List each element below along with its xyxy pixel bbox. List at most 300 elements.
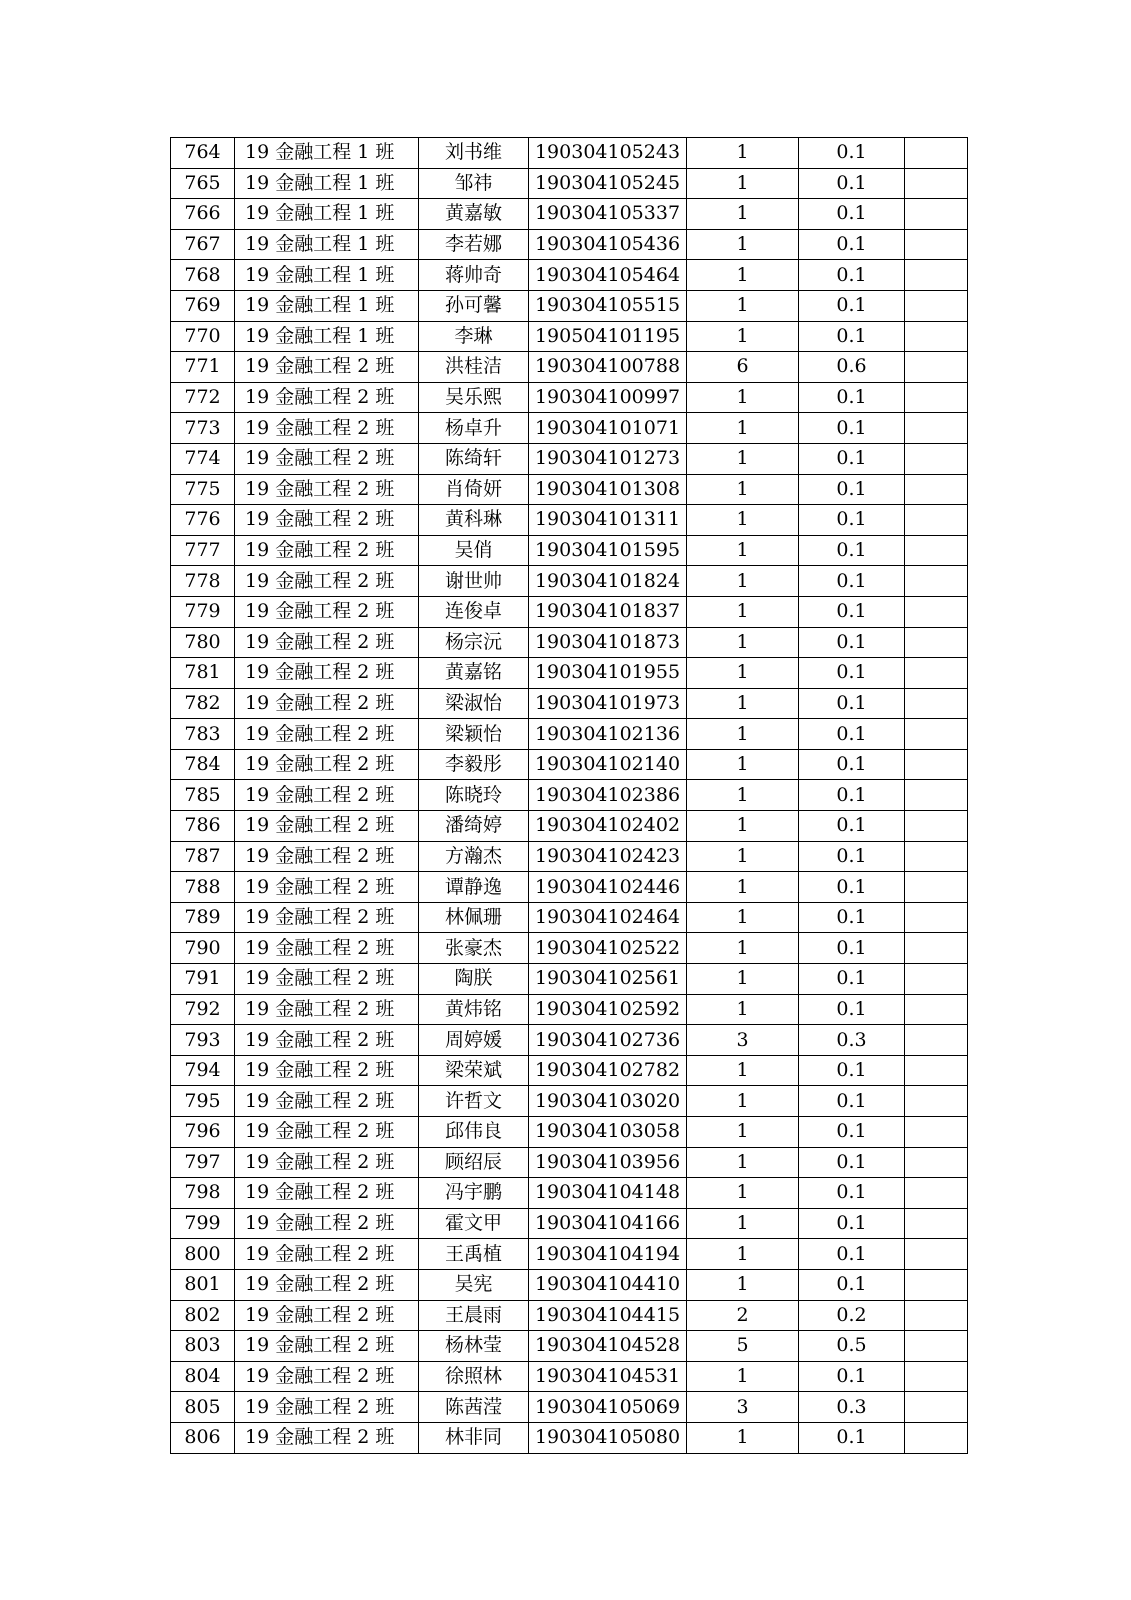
row-number-cell: 791 (171, 964, 235, 995)
student-name-cell: 黄炜铭 (419, 994, 529, 1025)
student-id-cell: 190304104415 (529, 1300, 687, 1331)
table-row (171, 1269, 968, 1300)
count-cell: 1 (687, 658, 799, 689)
table-row (171, 811, 968, 842)
student-name-cell: 连俊卓 (419, 596, 529, 627)
row-number-cell: 771 (171, 352, 235, 383)
note-cell (905, 749, 968, 780)
student-name-cell: 陶朕 (419, 964, 529, 995)
row-number-cell: 772 (171, 382, 235, 413)
class-name-cell: 19 金融工程 1 班 (235, 229, 419, 260)
student-id-cell: 190304101824 (529, 566, 687, 597)
score-cell: 0.1 (799, 994, 905, 1025)
student-name-cell: 王禹植 (419, 1239, 529, 1270)
table-row (171, 1392, 968, 1423)
class-name-cell: 19 金融工程 1 班 (235, 199, 419, 230)
score-cell: 0.5 (799, 1331, 905, 1362)
score-cell: 0.1 (799, 1239, 905, 1270)
count-cell: 1 (687, 627, 799, 658)
score-cell: 0.1 (799, 290, 905, 321)
class-name-cell: 19 金融工程 2 班 (235, 1392, 419, 1423)
row-number-cell: 764 (171, 138, 235, 169)
note-cell (905, 443, 968, 474)
note-cell (905, 1025, 968, 1056)
note-cell (905, 382, 968, 413)
table-row (171, 1361, 968, 1392)
table-row (171, 1331, 968, 1362)
row-number-cell: 801 (171, 1269, 235, 1300)
class-name-cell: 19 金融工程 2 班 (235, 443, 419, 474)
note-cell (905, 290, 968, 321)
class-name-cell: 19 金融工程 2 班 (235, 1422, 419, 1453)
student-name-cell: 方瀚杰 (419, 841, 529, 872)
count-cell: 1 (687, 1086, 799, 1117)
student-id-cell: 190304103956 (529, 1147, 687, 1178)
student-score-table (170, 137, 968, 1454)
table-row (171, 505, 968, 536)
student-id-cell: 190304100997 (529, 382, 687, 413)
score-cell: 0.1 (799, 658, 905, 689)
score-cell: 0.1 (799, 229, 905, 260)
score-cell: 0.1 (799, 1422, 905, 1453)
score-cell: 0.1 (799, 811, 905, 842)
count-cell: 1 (687, 811, 799, 842)
student-id-cell: 190304102782 (529, 1055, 687, 1086)
note-cell (905, 352, 968, 383)
class-name-cell: 19 金融工程 2 班 (235, 1208, 419, 1239)
note-cell (905, 474, 968, 505)
student-id-cell: 190304103020 (529, 1086, 687, 1117)
table-row (171, 719, 968, 750)
score-cell: 0.1 (799, 780, 905, 811)
student-name-cell: 邱伟良 (419, 1117, 529, 1148)
note-cell (905, 658, 968, 689)
note-cell (905, 199, 968, 230)
table-row (171, 933, 968, 964)
table-row (171, 138, 968, 169)
student-name-cell: 霍文甲 (419, 1208, 529, 1239)
student-id-cell: 190304101955 (529, 658, 687, 689)
class-name-cell: 19 金融工程 2 班 (235, 505, 419, 536)
class-name-cell: 19 金融工程 2 班 (235, 627, 419, 658)
class-name-cell: 19 金融工程 2 班 (235, 811, 419, 842)
count-cell: 1 (687, 566, 799, 597)
score-cell: 0.1 (799, 1208, 905, 1239)
row-number-cell: 776 (171, 505, 235, 536)
note-cell (905, 1208, 968, 1239)
class-name-cell: 19 金融工程 2 班 (235, 1300, 419, 1331)
class-name-cell: 19 金融工程 1 班 (235, 138, 419, 169)
score-cell: 0.3 (799, 1392, 905, 1423)
table-row (171, 566, 968, 597)
table-row (171, 964, 968, 995)
row-number-cell: 783 (171, 719, 235, 750)
student-name-cell: 潘绮婷 (419, 811, 529, 842)
table-row (171, 535, 968, 566)
class-name-cell: 19 金融工程 2 班 (235, 872, 419, 903)
student-name-cell: 吴俏 (419, 535, 529, 566)
row-number-cell: 798 (171, 1178, 235, 1209)
class-name-cell: 19 金融工程 2 班 (235, 1025, 419, 1056)
row-number-cell: 782 (171, 688, 235, 719)
row-number-cell: 796 (171, 1117, 235, 1148)
count-cell: 1 (687, 994, 799, 1025)
note-cell (905, 1055, 968, 1086)
student-name-cell: 李毅彤 (419, 749, 529, 780)
class-name-cell: 19 金融工程 1 班 (235, 168, 419, 199)
student-id-cell: 190304102140 (529, 749, 687, 780)
table-row (171, 872, 968, 903)
row-number-cell: 774 (171, 443, 235, 474)
note-cell (905, 1392, 968, 1423)
note-cell (905, 168, 968, 199)
count-cell: 1 (687, 719, 799, 750)
score-cell: 0.1 (799, 260, 905, 291)
table-row (171, 199, 968, 230)
class-name-cell: 19 金融工程 2 班 (235, 902, 419, 933)
table-row (171, 290, 968, 321)
table-row (171, 382, 968, 413)
class-name-cell: 19 金融工程 2 班 (235, 596, 419, 627)
row-number-cell: 790 (171, 933, 235, 964)
count-cell: 1 (687, 199, 799, 230)
count-cell: 1 (687, 1055, 799, 1086)
note-cell (905, 994, 968, 1025)
student-id-cell: 190304105464 (529, 260, 687, 291)
count-cell: 1 (687, 474, 799, 505)
score-cell: 0.1 (799, 474, 905, 505)
note-cell (905, 1269, 968, 1300)
count-cell: 1 (687, 1208, 799, 1239)
row-number-cell: 795 (171, 1086, 235, 1117)
table-row (171, 260, 968, 291)
class-name-cell: 19 金融工程 1 班 (235, 260, 419, 291)
student-name-cell: 吴乐熙 (419, 382, 529, 413)
table-row (171, 1239, 968, 1270)
table-row (171, 229, 968, 260)
note-cell (905, 627, 968, 658)
score-cell: 0.1 (799, 168, 905, 199)
count-cell: 2 (687, 1300, 799, 1331)
student-id-cell: 190304102446 (529, 872, 687, 903)
count-cell: 1 (687, 260, 799, 291)
student-id-cell: 190304105069 (529, 1392, 687, 1423)
student-name-cell: 陈绮轩 (419, 443, 529, 474)
score-cell: 0.1 (799, 841, 905, 872)
score-cell: 0.3 (799, 1025, 905, 1056)
student-name-cell: 周婷媛 (419, 1025, 529, 1056)
note-cell (905, 138, 968, 169)
count-cell: 1 (687, 1269, 799, 1300)
student-id-cell: 190304102402 (529, 811, 687, 842)
table-row (171, 1086, 968, 1117)
row-number-cell: 789 (171, 902, 235, 933)
table-row (171, 321, 968, 352)
class-name-cell: 19 金融工程 2 班 (235, 413, 419, 444)
row-number-cell: 805 (171, 1392, 235, 1423)
row-number-cell: 779 (171, 596, 235, 627)
row-number-cell: 785 (171, 780, 235, 811)
student-id-cell: 190304104148 (529, 1178, 687, 1209)
class-name-cell: 19 金融工程 2 班 (235, 719, 419, 750)
student-id-cell: 190304102592 (529, 994, 687, 1025)
note-cell (905, 902, 968, 933)
score-cell: 0.1 (799, 566, 905, 597)
score-cell: 0.1 (799, 872, 905, 903)
score-cell: 0.1 (799, 688, 905, 719)
student-name-cell: 梁荣斌 (419, 1055, 529, 1086)
count-cell: 1 (687, 902, 799, 933)
student-id-cell: 190304101308 (529, 474, 687, 505)
row-number-cell: 775 (171, 474, 235, 505)
student-id-cell: 190304101973 (529, 688, 687, 719)
class-name-cell: 19 金融工程 2 班 (235, 474, 419, 505)
student-id-cell: 190304105245 (529, 168, 687, 199)
count-cell: 1 (687, 1422, 799, 1453)
table-row (171, 352, 968, 383)
row-number-cell: 767 (171, 229, 235, 260)
count-cell: 1 (687, 1239, 799, 1270)
student-id-cell: 190304101071 (529, 413, 687, 444)
note-cell (905, 1300, 968, 1331)
count-cell: 3 (687, 1025, 799, 1056)
table-row (171, 658, 968, 689)
count-cell: 1 (687, 964, 799, 995)
table-body (171, 138, 968, 1454)
row-number-cell: 787 (171, 841, 235, 872)
class-name-cell: 19 金融工程 2 班 (235, 1269, 419, 1300)
student-name-cell: 黄嘉敏 (419, 199, 529, 230)
class-name-cell: 19 金融工程 2 班 (235, 1239, 419, 1270)
class-name-cell: 19 金融工程 2 班 (235, 1361, 419, 1392)
count-cell: 1 (687, 1117, 799, 1148)
student-id-cell: 190304105337 (529, 199, 687, 230)
table-row (171, 443, 968, 474)
student-id-cell: 190304102561 (529, 964, 687, 995)
score-cell: 0.1 (799, 902, 905, 933)
table-row (171, 1208, 968, 1239)
row-number-cell: 778 (171, 566, 235, 597)
score-cell: 0.1 (799, 138, 905, 169)
row-number-cell: 784 (171, 749, 235, 780)
note-cell (905, 811, 968, 842)
class-name-cell: 19 金融工程 2 班 (235, 352, 419, 383)
row-number-cell: 788 (171, 872, 235, 903)
note-cell (905, 260, 968, 291)
row-number-cell: 770 (171, 321, 235, 352)
table-row (171, 688, 968, 719)
student-id-cell: 190304105080 (529, 1422, 687, 1453)
class-name-cell: 19 金融工程 2 班 (235, 658, 419, 689)
count-cell: 6 (687, 352, 799, 383)
student-name-cell: 许哲文 (419, 1086, 529, 1117)
score-cell: 0.1 (799, 749, 905, 780)
note-cell (905, 1239, 968, 1270)
row-number-cell: 792 (171, 994, 235, 1025)
score-cell: 0.2 (799, 1300, 905, 1331)
class-name-cell: 19 金融工程 2 班 (235, 1117, 419, 1148)
class-name-cell: 19 金融工程 2 班 (235, 566, 419, 597)
student-name-cell: 黄科琳 (419, 505, 529, 536)
note-cell (905, 780, 968, 811)
note-cell (905, 596, 968, 627)
note-cell (905, 1178, 968, 1209)
row-number-cell: 806 (171, 1422, 235, 1453)
table-row (171, 1422, 968, 1453)
count-cell: 1 (687, 229, 799, 260)
student-name-cell: 杨卓升 (419, 413, 529, 444)
count-cell: 1 (687, 1147, 799, 1178)
note-cell (905, 535, 968, 566)
student-id-cell: 190304101595 (529, 535, 687, 566)
score-cell: 0.6 (799, 352, 905, 383)
student-name-cell: 梁淑怡 (419, 688, 529, 719)
student-id-cell: 190304102736 (529, 1025, 687, 1056)
student-id-cell: 190304101873 (529, 627, 687, 658)
row-number-cell: 804 (171, 1361, 235, 1392)
row-number-cell: 769 (171, 290, 235, 321)
student-id-cell: 190304101273 (529, 443, 687, 474)
note-cell (905, 841, 968, 872)
score-cell: 0.1 (799, 535, 905, 566)
student-id-cell: 190304102522 (529, 933, 687, 964)
class-name-cell: 19 金融工程 2 班 (235, 535, 419, 566)
class-name-cell: 19 金融工程 2 班 (235, 1055, 419, 1086)
row-number-cell: 799 (171, 1208, 235, 1239)
class-name-cell: 19 金融工程 2 班 (235, 688, 419, 719)
row-number-cell: 786 (171, 811, 235, 842)
note-cell (905, 719, 968, 750)
student-name-cell: 李若娜 (419, 229, 529, 260)
note-cell (905, 1331, 968, 1362)
student-id-cell: 190304102464 (529, 902, 687, 933)
score-cell: 0.1 (799, 1147, 905, 1178)
student-name-cell: 肖倚妍 (419, 474, 529, 505)
count-cell: 1 (687, 413, 799, 444)
count-cell: 1 (687, 535, 799, 566)
student-name-cell: 梁颖怡 (419, 719, 529, 750)
student-id-cell: 190304105436 (529, 229, 687, 260)
student-id-cell: 190304101311 (529, 505, 687, 536)
student-id-cell: 190304102136 (529, 719, 687, 750)
student-id-cell: 190304101837 (529, 596, 687, 627)
row-number-cell: 797 (171, 1147, 235, 1178)
note-cell (905, 964, 968, 995)
student-name-cell: 陈茜滢 (419, 1392, 529, 1423)
student-name-cell: 冯宇鹏 (419, 1178, 529, 1209)
score-cell: 0.1 (799, 596, 905, 627)
student-name-cell: 黄嘉铭 (419, 658, 529, 689)
student-name-cell: 陈晓玲 (419, 780, 529, 811)
row-number-cell: 781 (171, 658, 235, 689)
student-id-cell: 190304104410 (529, 1269, 687, 1300)
score-cell: 0.1 (799, 1178, 905, 1209)
class-name-cell: 19 金融工程 2 班 (235, 780, 419, 811)
score-cell: 0.1 (799, 964, 905, 995)
class-name-cell: 19 金融工程 2 班 (235, 1178, 419, 1209)
count-cell: 1 (687, 1178, 799, 1209)
score-cell: 0.1 (799, 1086, 905, 1117)
student-name-cell: 顾绍辰 (419, 1147, 529, 1178)
student-id-cell: 190304105243 (529, 138, 687, 169)
table-row (171, 1025, 968, 1056)
count-cell: 1 (687, 168, 799, 199)
student-name-cell: 张豪杰 (419, 933, 529, 964)
count-cell: 1 (687, 749, 799, 780)
table-row (171, 596, 968, 627)
table-row (171, 474, 968, 505)
student-name-cell: 杨林莹 (419, 1331, 529, 1362)
student-name-cell: 杨宗沅 (419, 627, 529, 658)
note-cell (905, 566, 968, 597)
count-cell: 1 (687, 321, 799, 352)
student-id-cell: 190304104528 (529, 1331, 687, 1362)
table-row (171, 1055, 968, 1086)
row-number-cell: 765 (171, 168, 235, 199)
score-cell: 0.1 (799, 1055, 905, 1086)
score-cell: 0.1 (799, 627, 905, 658)
class-name-cell: 19 金融工程 1 班 (235, 321, 419, 352)
table-row (171, 413, 968, 444)
count-cell: 1 (687, 596, 799, 627)
table-row (171, 749, 968, 780)
score-cell: 0.1 (799, 443, 905, 474)
class-name-cell: 19 金融工程 2 班 (235, 994, 419, 1025)
count-cell: 1 (687, 138, 799, 169)
row-number-cell: 773 (171, 413, 235, 444)
student-name-cell: 邹祎 (419, 168, 529, 199)
class-name-cell: 19 金融工程 2 班 (235, 1086, 419, 1117)
row-number-cell: 803 (171, 1331, 235, 1362)
note-cell (905, 1361, 968, 1392)
student-id-cell: 190304103058 (529, 1117, 687, 1148)
table-row (171, 627, 968, 658)
class-name-cell: 19 金融工程 1 班 (235, 290, 419, 321)
student-id-cell: 190304104166 (529, 1208, 687, 1239)
count-cell: 1 (687, 290, 799, 321)
score-cell: 0.1 (799, 199, 905, 230)
student-id-cell: 190304104531 (529, 1361, 687, 1392)
student-id-cell: 190304104194 (529, 1239, 687, 1270)
score-cell: 0.1 (799, 1117, 905, 1148)
row-number-cell: 802 (171, 1300, 235, 1331)
student-id-cell: 190304102423 (529, 841, 687, 872)
student-name-cell: 林佩珊 (419, 902, 529, 933)
score-cell: 0.1 (799, 1361, 905, 1392)
row-number-cell: 780 (171, 627, 235, 658)
table-row (171, 1300, 968, 1331)
student-id-cell: 190504101195 (529, 321, 687, 352)
count-cell: 1 (687, 505, 799, 536)
class-name-cell: 19 金融工程 2 班 (235, 1147, 419, 1178)
score-cell: 0.1 (799, 719, 905, 750)
student-name-cell: 吴宪 (419, 1269, 529, 1300)
table-row (171, 1178, 968, 1209)
student-name-cell: 洪桂洁 (419, 352, 529, 383)
student-id-cell: 190304102386 (529, 780, 687, 811)
student-name-cell: 谢世帅 (419, 566, 529, 597)
student-name-cell: 孙可馨 (419, 290, 529, 321)
class-name-cell: 19 金融工程 2 班 (235, 841, 419, 872)
count-cell: 3 (687, 1392, 799, 1423)
table-row (171, 780, 968, 811)
score-cell: 0.1 (799, 505, 905, 536)
row-number-cell: 794 (171, 1055, 235, 1086)
student-name-cell: 徐照林 (419, 1361, 529, 1392)
student-id-cell: 190304100788 (529, 352, 687, 383)
student-name-cell: 王晨雨 (419, 1300, 529, 1331)
table-row (171, 1117, 968, 1148)
